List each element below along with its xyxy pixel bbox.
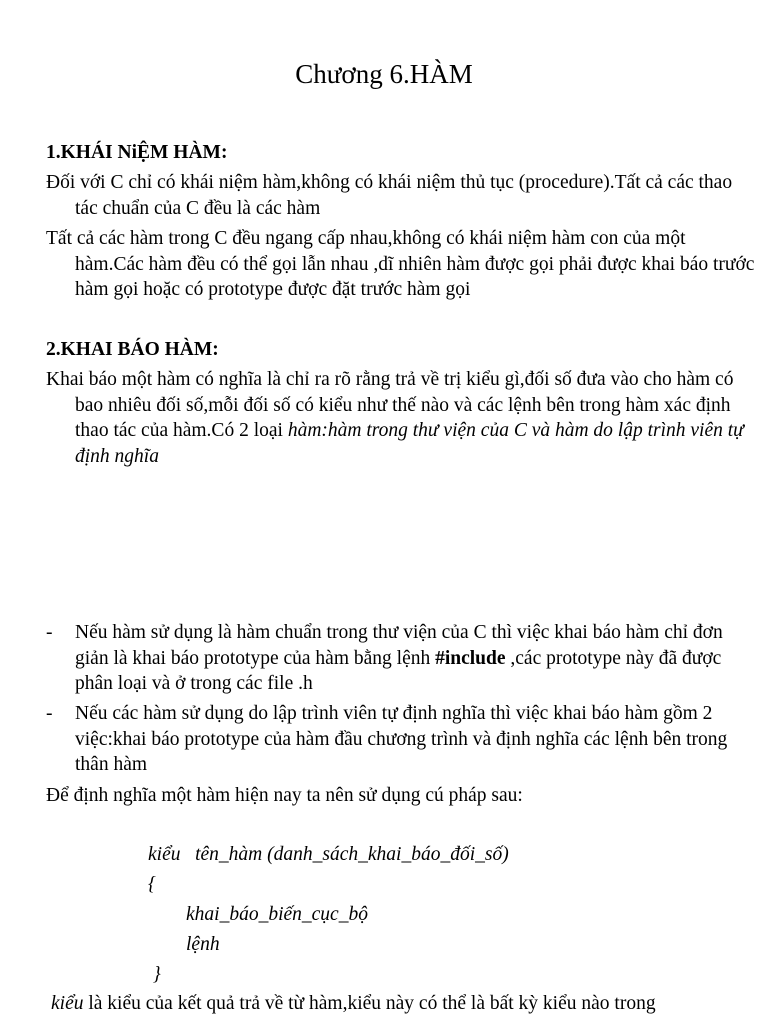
section1-heading: 1.KHÁI NiỆM HÀM: bbox=[46, 142, 228, 163]
section2-heading: 2.KHAI BÁO HÀM: bbox=[46, 339, 219, 360]
last-paragraph bbox=[51, 991, 656, 1017]
section2-paragraph-1 bbox=[46, 367, 755, 469]
code-close-brace: } bbox=[148, 964, 161, 985]
bullet-2-text: Nếu các hàm sử dụng do lập trình viên tự định nghĩa thì việc khai báo hàm gồm 2 việc:khai báo prototype của hàm đầu chương trình và định nghĩa các lệnh bên trong thân hàm bbox=[75, 703, 728, 775]
section2-paragraph-1-italic: hàm:hàm trong thư viện của C và hàm do lập trình viên tự định nghĩa bbox=[75, 420, 744, 467]
code-signature: kiểu tên_hàm (danh_sách_khai_báo_đối_số) bbox=[148, 844, 509, 865]
bullet-dash: - bbox=[46, 703, 53, 724]
code-local-vars: khai_báo_biến_cục_bộ bbox=[186, 904, 368, 925]
page-title: Chương 6.HÀM bbox=[295, 59, 473, 89]
bullet-item-2 bbox=[46, 701, 755, 778]
bullet-1-text-after: ,các prototype này đã được phân loại và ở trong các file .h bbox=[75, 647, 722, 694]
bullet-1-text-before: Nếu hàm sử dụng là hàm chuẩn trong thư viện của C thì việc khai báo hàm chỉ đơn giản là khai báo prototype của hàm bằng lệnh bbox=[75, 622, 723, 669]
code-open-brace: { bbox=[148, 874, 156, 895]
section1-paragraph-2: Tất cả các hàm trong C đều ngang cấp nhau,không có khái niệm hàm con của một hàm.Các hàm đều có thể gọi lẫn nhau ,dĩ nhiên hàm được gọi phải được khai báo trước hàm gọi hoặc có prototype được đặt trước hàm gọi bbox=[46, 228, 755, 300]
bullet-dash: - bbox=[46, 622, 53, 643]
section2-paragraph-1-text: Khai báo một hàm có nghĩa là chỉ ra rõ rằng trả về trị kiểu gì,đối số đưa vào cho hàm có bao nhiêu đối số,mỗi đối số có kiểu như thế nào và các lệnh bên trong hàm xác định thao tác của hàm.Có 2 loại bbox=[46, 369, 734, 441]
code-statements: lệnh bbox=[186, 934, 220, 955]
bullet-1-bold: #include bbox=[435, 647, 506, 669]
syntax-intro: Để định nghĩa một hàm hiện nay ta nên sử dụng cú pháp sau: bbox=[46, 785, 523, 806]
bullet-item-1 bbox=[46, 620, 755, 697]
last-paragraph-italic: kiểu bbox=[51, 993, 84, 1014]
section1-paragraph-1: Đối với C chỉ có khái niệm hàm,không có khái niệm thủ tục (procedure).Tất cả các thao tác chuẩn của C đều là các hàm bbox=[46, 172, 733, 219]
last-paragraph-text: là kiểu của kết quả trả về từ hàm,kiểu này có thể là bất kỳ kiểu nào trong bbox=[83, 993, 656, 1014]
